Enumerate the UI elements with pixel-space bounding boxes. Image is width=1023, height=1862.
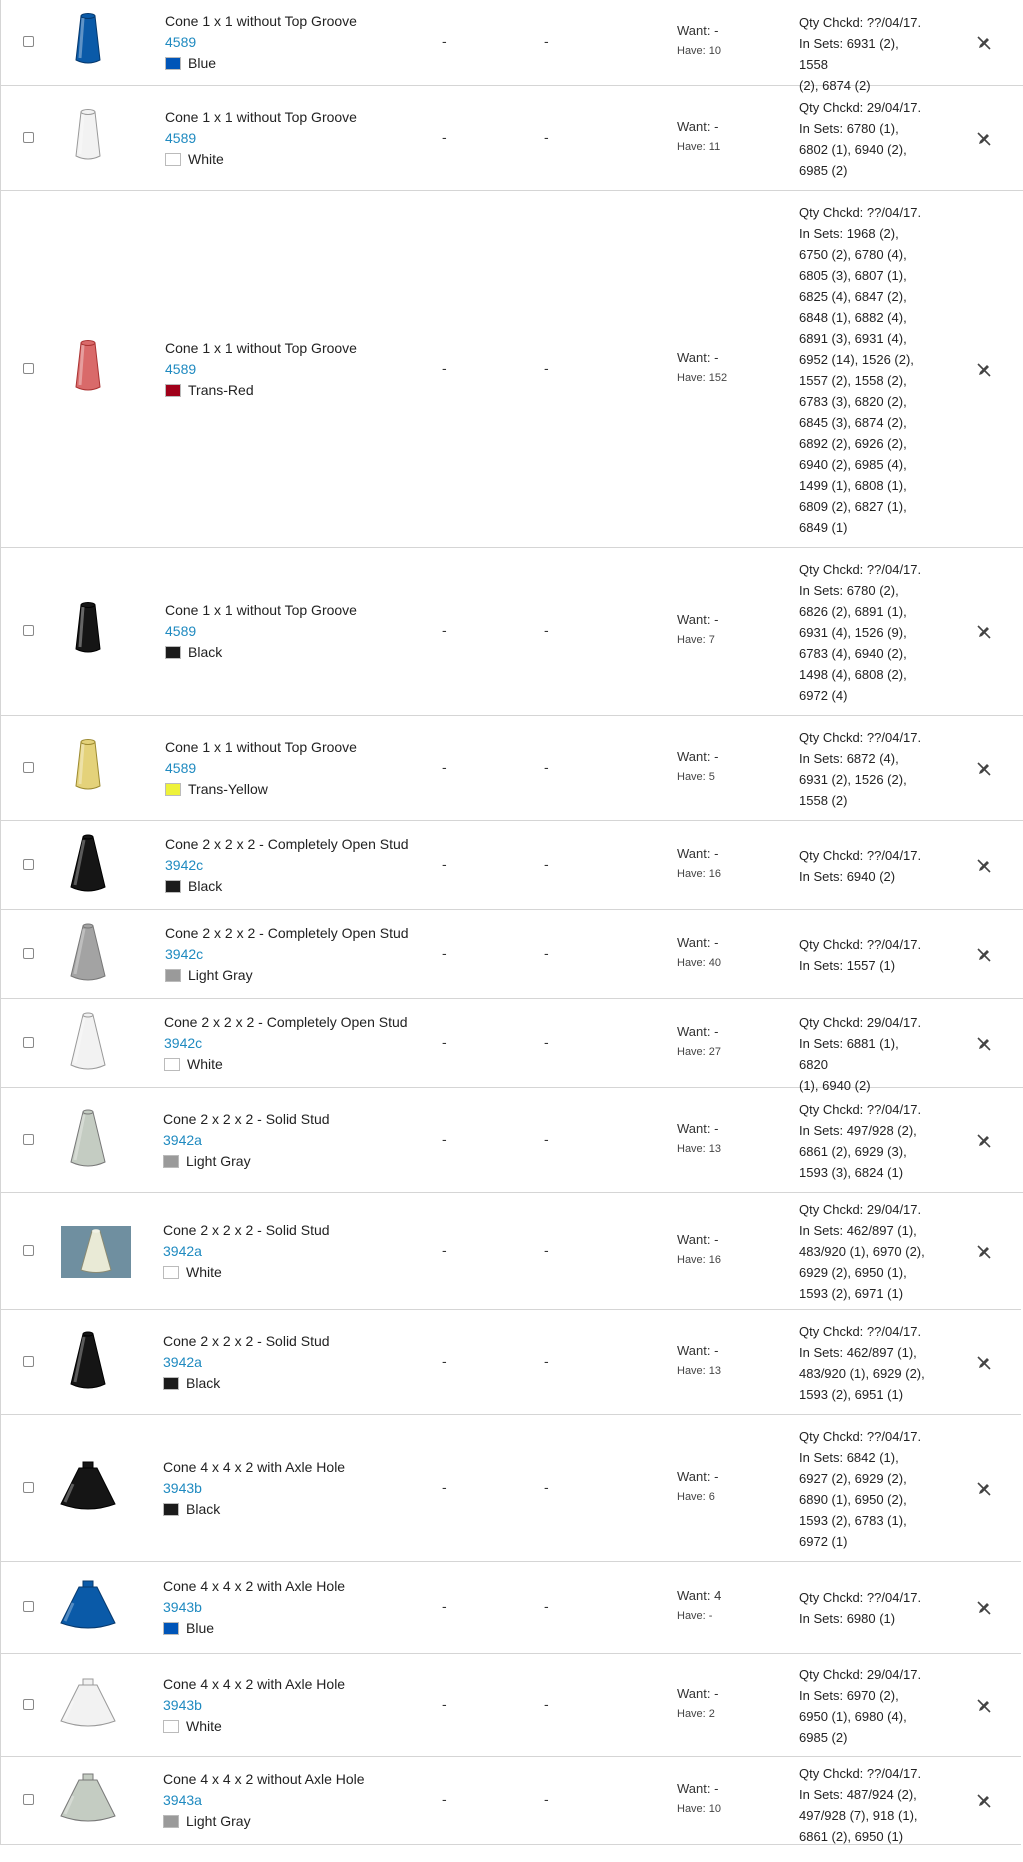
part-color (163, 1262, 330, 1283)
want-value: Want: - (677, 1120, 719, 1136)
part-number-link[interactable]: 3942a (163, 1131, 202, 1148)
spec-value: - (442, 855, 447, 872)
row-checkbox[interactable] (23, 36, 34, 47)
want-value: Want: 4 (677, 1588, 722, 1603)
want-value: Want: - (677, 934, 719, 950)
color-swatch (163, 1503, 179, 1516)
part-color (165, 380, 357, 401)
set-notes: Qty Chckd: ??/04/17. In Sets: 497/928 (2), 6861 (2), 6929 (3), 1593 (3), 6824 (1) (799, 1101, 922, 1180)
color-swatch (163, 1266, 179, 1279)
row-checkbox[interactable] (23, 1245, 34, 1256)
want-value: Want: - (677, 1342, 719, 1358)
black-cone-2x2-icon[interactable] (53, 831, 123, 901)
color-swatch (163, 1622, 179, 1635)
color-name: Light Gray (186, 1152, 251, 1169)
part-color (163, 1716, 345, 1737)
set-notes: Qty Chckd: ??/04/17. In Sets: 6780 (2), 6826 (2), 6891 (1), 6931 (4), 1526 (9), 6783 (4), 6940 (2), 1498 (4), 6808 (2), 6972 (4) (799, 561, 922, 703)
want-have (677, 1467, 718, 1507)
table-row (0, 1310, 1021, 1415)
table-row (0, 1088, 1023, 1193)
want-have (677, 117, 720, 157)
spec-value: - (442, 758, 447, 775)
blue-cone-1x1-icon[interactable] (53, 8, 123, 78)
part-info (163, 1674, 345, 1737)
part-name: Cone 2 x 2 x 2 - Solid Stud (163, 1221, 330, 1238)
row-checkbox[interactable] (23, 762, 34, 773)
table-row (0, 910, 1023, 999)
part-number-link[interactable]: 3943b (163, 1696, 202, 1713)
part-color (165, 149, 357, 170)
row-checkbox[interactable] (23, 1037, 34, 1048)
color-name: Blue (186, 1620, 215, 1636)
part-info (165, 737, 357, 800)
edit-disabled-icon[interactable] (975, 1035, 993, 1053)
table-row (0, 1562, 1021, 1654)
color-swatch (163, 1377, 179, 1390)
set-notes: Qty Chckd: 29/04/17. In Sets: 462/897 (1), 483/920 (1), 6970 (2), 6929 (2), 6950 (1), 1593 (2), 6971 (1) (799, 1202, 925, 1301)
table-row (0, 548, 1023, 716)
row-checkbox[interactable] (23, 1794, 34, 1805)
want-value: Want: - (677, 1468, 719, 1484)
condition-value: - (544, 1695, 549, 1712)
set-notes: Qty Chckd: 29/04/17. In Sets: 6970 (2), 6950 (1), 6980 (4), 6985 (2) (799, 1666, 922, 1745)
table-row (0, 1757, 1021, 1845)
part-name: Cone 2 x 2 x 2 - Completely Open Stud (164, 1013, 408, 1030)
table-row (0, 0, 1023, 93)
spec-value: - (442, 944, 447, 961)
part-info (165, 107, 357, 170)
part-info (163, 1769, 365, 1832)
condition-value: - (544, 128, 549, 145)
have-value: Have: 13 (677, 1364, 722, 1377)
row-checkbox[interactable] (23, 132, 34, 143)
part-color (163, 1499, 345, 1520)
want-have (677, 1586, 721, 1626)
spec-value: - (442, 1695, 447, 1712)
gray-cone-2x2-icon[interactable] (53, 920, 123, 990)
row-checkbox[interactable] (23, 1134, 34, 1145)
want-have (677, 610, 718, 650)
gray-cone-2x2-solid-icon[interactable] (53, 1106, 123, 1176)
have-value: Have: 13 (677, 1142, 722, 1155)
color-name: White (186, 1717, 222, 1734)
part-number-link[interactable]: 3942c (165, 856, 204, 873)
condition-value: - (544, 33, 549, 49)
white-cone-photo-icon[interactable] (61, 1217, 131, 1287)
condition-value: - (544, 1791, 549, 1807)
color-name: Black (186, 1374, 221, 1391)
edit-disabled-icon[interactable] (975, 623, 993, 641)
condition-value: - (544, 855, 549, 872)
part-info (164, 1012, 408, 1075)
color-name: Black (186, 1500, 221, 1517)
color-swatch (165, 153, 181, 166)
part-number-link[interactable]: 3942c (165, 945, 204, 962)
edit-disabled-icon[interactable] (975, 1697, 993, 1715)
color-name: Black (188, 644, 223, 660)
have-value: Have: 2 (677, 1707, 715, 1720)
black-cone-4x4-icon[interactable] (53, 1454, 123, 1524)
color-name: White (187, 1055, 223, 1072)
want-have (677, 1341, 721, 1381)
spec-value: - (442, 1791, 447, 1807)
part-color (165, 779, 357, 800)
edit-disabled-icon[interactable] (975, 760, 993, 778)
want-value: Want: - (677, 748, 719, 764)
want-have (677, 1022, 721, 1062)
edit-disabled-icon[interactable] (975, 130, 993, 148)
table-row (0, 999, 1023, 1093)
condition-value: - (544, 944, 549, 961)
part-number-link[interactable]: 3942c (164, 1034, 203, 1051)
part-info (163, 1331, 330, 1394)
color-name: Light Gray (186, 1813, 251, 1829)
part-name: Cone 2 x 2 x 2 - Completely Open Stud (165, 924, 409, 941)
want-have (677, 747, 718, 787)
table-row (0, 1654, 1021, 1757)
part-color (163, 1618, 345, 1639)
condition-value: - (544, 1033, 549, 1050)
spec-value: - (442, 33, 447, 49)
color-name: Blue (188, 55, 217, 71)
set-notes: Qty Chckd: ??/04/17. In Sets: 6980 (1) (799, 1590, 922, 1626)
color-name: White (188, 150, 224, 167)
table-row (0, 86, 1023, 191)
set-notes: Qty Chckd: ??/04/17. In Sets: 1968 (2), 6750 (2), 6780 (4), 6805 (3), 6807 (1), 6825 (4), 6847 (2), 6848 (1), 6882 (4), 6891 (3), 6931 (4), 6952 (14), 1526 (2), 1557 (2), 1558 (2), 6783 (3), 6820 (2), 6845 (3), 6874 (2), 6892 (2), 6926 (2), 6940 (2), 6985 (4), 1499 (1), 6808 (1), 6809 (2), 6827 (1), 6849 (1) (799, 204, 922, 535)
condition-value: - (544, 1598, 549, 1614)
condition-value: - (544, 622, 549, 638)
want-have (677, 348, 727, 388)
color-swatch (165, 969, 181, 982)
color-name: White (186, 1263, 222, 1280)
spec-value: - (442, 622, 447, 638)
color-name: Trans-Red (188, 381, 254, 398)
part-name: Cone 2 x 2 x 2 - Solid Stud (163, 1110, 330, 1127)
color-swatch (163, 1720, 179, 1733)
set-notes: Qty Chckd: ??/04/17. In Sets: 6872 (4), 6931 (2), 1526 (2), 1558 (2) (799, 729, 922, 808)
condition-value: - (544, 1130, 549, 1147)
blue-cone-4x4-icon[interactable] (53, 1573, 123, 1643)
part-color (163, 1151, 330, 1172)
condition-value: - (544, 1352, 549, 1369)
have-value: Have: 152 (677, 371, 728, 384)
spec-value: - (442, 1352, 447, 1369)
have-value: Have: 27 (677, 1045, 722, 1058)
have-value: Have: - (677, 1610, 713, 1622)
row-checkbox[interactable] (23, 1482, 34, 1493)
trans-red-cone-1x1-icon[interactable] (53, 335, 123, 405)
part-number-link[interactable]: 3943b (163, 1599, 202, 1615)
row-checkbox[interactable] (23, 1601, 34, 1612)
want-have (677, 933, 721, 973)
part-color (163, 1811, 365, 1832)
gray-cone-4x4-icon[interactable] (53, 1766, 123, 1836)
row-checkbox[interactable] (23, 1699, 34, 1710)
set-notes: Qty Chckd: ??/04/17. In Sets: 1557 (1) (799, 936, 922, 973)
color-swatch (165, 646, 181, 659)
part-info (163, 1457, 345, 1520)
want-value: Want: - (677, 1685, 719, 1701)
condition-value: - (544, 758, 549, 775)
part-number-link[interactable]: 4589 (165, 360, 197, 377)
color-swatch (165, 57, 181, 70)
want-have (677, 21, 721, 61)
part-info (165, 834, 409, 897)
color-name: Black (188, 877, 223, 894)
want-value: Want: - (677, 1231, 719, 1247)
row-checkbox[interactable] (23, 859, 34, 870)
part-name: Cone 4 x 4 x 2 without Axle Hole (163, 1771, 365, 1787)
part-number-link[interactable]: 4589 (165, 34, 197, 50)
spec-value: - (442, 128, 447, 145)
table-row (0, 821, 1023, 910)
edit-disabled-icon[interactable] (975, 1243, 993, 1261)
color-swatch (163, 1815, 179, 1828)
edit-disabled-icon[interactable] (975, 946, 993, 964)
part-info (163, 1109, 330, 1172)
have-value: Have: 7 (677, 634, 715, 646)
want-value: Want: - (677, 1781, 719, 1796)
part-name: Cone 1 x 1 without Top Groove (165, 108, 357, 125)
set-notes: Qty Chckd: ??/04/17. In Sets: 462/897 (1), 483/920 (1), 6929 (2), 1593 (2), 6951 (1) (799, 1323, 925, 1402)
condition-value: - (544, 1478, 549, 1495)
color-swatch (165, 783, 181, 796)
have-value: Have: 6 (677, 1490, 715, 1503)
condition-value: - (544, 1241, 549, 1258)
part-number-link[interactable]: 3942a (163, 1242, 202, 1259)
set-notes: Qty Chckd: 29/04/17. In Sets: 6780 (1), 6802 (1), 6940 (2), 6985 (2) (799, 99, 922, 178)
edit-disabled-icon[interactable] (975, 1792, 993, 1810)
set-notes: Qty Chckd: ??/04/17. In Sets: 6842 (1), 6927 (2), 6929 (2), 6890 (1), 6950 (2), 1593 (2), 6783 (1), 6972 (1) (799, 1428, 922, 1549)
color-name: Trans-Yellow (188, 780, 268, 797)
table-row (0, 716, 1023, 821)
set-notes: Qty Chckd: ??/04/17. In Sets: 6940 (2) (799, 847, 922, 884)
spec-value: - (442, 1478, 447, 1495)
color-swatch (163, 1155, 179, 1168)
part-info (165, 11, 357, 74)
row-checkbox[interactable] (23, 363, 34, 374)
part-number-link[interactable]: 3943a (163, 1792, 202, 1808)
part-name: Cone 4 x 4 x 2 with Axle Hole (163, 1578, 346, 1594)
edit-disabled-icon[interactable] (975, 1354, 993, 1372)
want-have (677, 1119, 721, 1159)
have-value: Have: 11 (677, 140, 721, 153)
part-color (165, 876, 409, 897)
part-info (165, 600, 357, 663)
part-number-link[interactable]: 3942a (163, 1353, 202, 1370)
set-notes: Qty Chckd: ??/04/17. In Sets: 487/924 (2), 497/928 (7), 918 (1), 6861 (2), 6950 (1) (799, 1766, 922, 1844)
color-swatch (164, 1058, 180, 1071)
want-value: Want: - (677, 118, 719, 134)
part-info (165, 338, 357, 401)
spec-value: - (442, 1598, 447, 1614)
want-have (677, 1230, 721, 1270)
part-color (165, 642, 357, 663)
spec-value: - (442, 359, 447, 376)
part-color (163, 1373, 330, 1394)
part-info (163, 1220, 330, 1283)
white-cone-4x4-icon[interactable] (53, 1671, 123, 1741)
have-value: Have: 10 (677, 45, 722, 57)
part-number-link[interactable]: 3943b (163, 1479, 202, 1496)
want-value: Want: - (677, 23, 719, 38)
part-number-link[interactable]: 4589 (165, 623, 197, 639)
table-row (0, 191, 1023, 548)
part-info (163, 1576, 345, 1639)
part-number-link[interactable]: 4589 (165, 129, 197, 146)
part-name: Cone 1 x 1 without Top Groove (165, 738, 357, 755)
part-name: Cone 4 x 4 x 2 with Axle Hole (163, 1675, 346, 1692)
edit-disabled-icon[interactable] (975, 361, 993, 379)
part-name: Cone 1 x 1 without Top Groove (165, 339, 357, 356)
part-name: Cone 4 x 4 x 2 with Axle Hole (163, 1458, 346, 1475)
row-checkbox[interactable] (23, 625, 34, 636)
want-have (677, 844, 721, 884)
want-have (677, 1684, 718, 1724)
table-row (0, 1415, 1021, 1562)
table-row (0, 1193, 1021, 1310)
spec-value: - (442, 1033, 447, 1050)
row-checkbox[interactable] (23, 948, 34, 959)
part-name: Cone 1 x 1 without Top Groove (165, 13, 357, 29)
white-cone-1x1-icon[interactable] (53, 104, 123, 174)
edit-disabled-icon[interactable] (975, 34, 993, 52)
black-cone-1x1-icon[interactable] (53, 597, 123, 667)
want-value: Want: - (677, 349, 719, 365)
edit-disabled-icon[interactable] (975, 1599, 993, 1617)
have-value: Have: 16 (677, 1253, 722, 1266)
part-name: Cone 2 x 2 x 2 - Solid Stud (163, 1332, 330, 1349)
edit-disabled-icon[interactable] (975, 1132, 993, 1150)
color-name: Light Gray (188, 966, 253, 983)
trans-yellow-cone-1x1-icon[interactable] (53, 734, 123, 804)
have-value: Have: 40 (677, 956, 722, 969)
spec-value: - (442, 1130, 447, 1147)
part-info (165, 923, 409, 986)
white-cone-2x2-icon[interactable] (53, 1009, 123, 1079)
part-color (165, 965, 409, 986)
set-notes: Qty Chckd: ??/04/17. In Sets: 6931 (2), 1558 (2), 6874 (2) (799, 14, 922, 93)
want-value: Want: - (677, 1023, 719, 1039)
part-number-link[interactable]: 4589 (165, 759, 197, 776)
row-checkbox[interactable] (23, 1356, 34, 1367)
color-swatch (165, 384, 181, 397)
part-color (164, 1054, 408, 1075)
part-name: Cone 1 x 1 without Top Groove (165, 602, 357, 618)
want-value: Want: - (677, 612, 719, 627)
have-value: Have: 10 (677, 1803, 722, 1815)
have-value: Have: 16 (677, 867, 722, 880)
edit-disabled-icon[interactable] (975, 857, 993, 875)
part-color (165, 53, 357, 74)
condition-value: - (544, 359, 549, 376)
have-value: Have: 5 (677, 770, 715, 783)
spec-value: - (442, 1241, 447, 1258)
black-cone-2x2-solid-icon[interactable] (53, 1328, 123, 1398)
want-have (677, 1779, 721, 1819)
edit-disabled-icon[interactable] (975, 1480, 993, 1498)
part-name: Cone 2 x 2 x 2 - Completely Open Stud (165, 835, 409, 852)
set-notes: Qty Chckd: 29/04/17. In Sets: 6881 (1), 6820 (1), 6940 (2) (799, 1015, 922, 1093)
want-value: Want: - (677, 845, 719, 861)
color-swatch (165, 880, 181, 893)
